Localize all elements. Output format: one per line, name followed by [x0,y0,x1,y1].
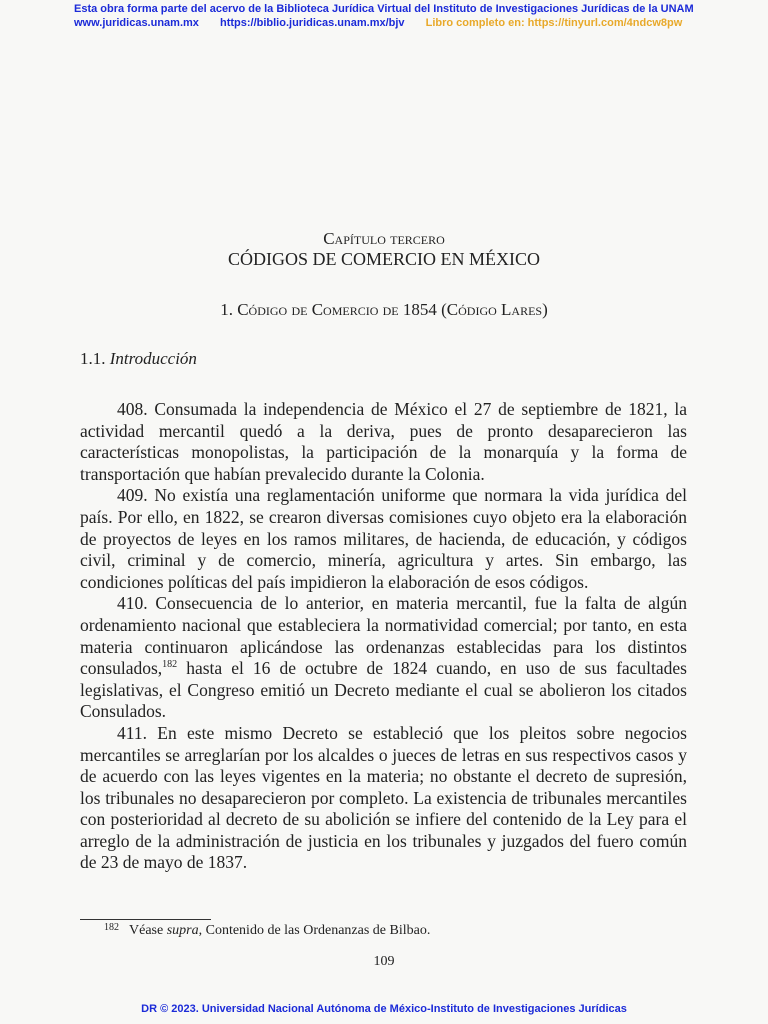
paragraph-410-part-b: hasta el 16 de octubre de 1824 cuando, en uso de sus facultades legislativas, el Congreso emitió un Decreto mediante el cual se abolieron los citados Consulados. [80,658,687,722]
footnote-number: 182 [104,922,119,933]
footnote-text-pre: Véase [129,923,167,938]
paragraph-411: 411. En este mismo Decreto se estableció que los pleitos sobre negocios mercantiles se arreglarían por los alcaldes o jueces de letras en sus respectivos casos y de acuerdo con las leyes vigentes en la materia; no obstante el decreto de supresión, los tribunales no desaparecieron por completo. La existencia de tribunales mercantiles con posterioridad al decreto de su abolición se infiere del contenido de la Ley para el arreglo de la administración de justicia en los tribunales y juzgados del fuero común de 23 de mayo de 1837. [80,722,687,873]
footnote-divider [80,919,211,920]
footnote-text-post: , Contenido de las Ordenanzas de Bilbao. [198,923,431,938]
copyright-footer: DR © 2023. Universidad Nacional Autónoma de México-Instituto de Investigaciones Jurídicas [141,1003,627,1015]
paragraph-410-part-a: 410. Consecuencia de lo anterior, en materia mercantil, fue la falta de algún ordenamiento nacional que estableciera la normatividad comercial; por tanto, en esta materia continuaron aplicándose las ordenanzas establecidas para los distintos consulados, [80,593,687,679]
subsection-number: 1.1. [80,349,106,368]
banner-notice: Esta obra forma parte del acervo de la Biblioteca Jurídica Virtual del Instituto de Investigaciones Jurídicas de la UNAM [74,3,694,15]
subsection-title: Introducción [109,349,197,368]
repository-banner [74,2,700,30]
banner-link-full-book[interactable]: Libro completo en: https://tinyurl.com/4ndcw8pw [425,17,683,29]
chapter-label: Capítulo tercero [323,229,445,248]
paragraph-408: 408. Consumada la independencia de México el 27 de septiembre de 1821, la actividad mercantil quedó a la deriva, pues de pronto desaparecieron las características monopolistas, la participación de la monarquía y la forma de transportación que habían prevalecido durante la Colonia. [80,399,687,484]
paragraph-410 [80,593,687,723]
footnote-text-italic: supra [166,923,199,938]
banner-link-bjv[interactable]: https://biblio.juridicas.unam.mx/bjv [219,17,405,29]
footnote-reference-182[interactable]: 182 [162,659,178,671]
footnote-182 [104,922,430,939]
banner-link-juridicas[interactable]: www.juridicas.unam.mx [74,17,199,29]
section-title: 1. Código de Comercio de 1854 (Código Lares) [220,300,548,319]
subsection-heading [80,349,197,369]
chapter-title: CÓDIGOS DE COMERCIO EN MÉXICO [227,249,540,269]
page-number: 109 [373,954,395,969]
paragraph-409: 409. No existía una reglamentación uniforme que normara la vida jurídica del país. Por ello, en 1822, se crearon diversas comisiones cuyo objeto era la elaboración de proyectos de leyes en los ramos militares, de hacienda, de educación, y códigos civil, criminal y de comercio, minería, agricultura y artes. Sin embargo, las condiciones políticas del país impidieron la elaboración de esos códigos. [80,485,687,592]
body-text [80,399,687,874]
